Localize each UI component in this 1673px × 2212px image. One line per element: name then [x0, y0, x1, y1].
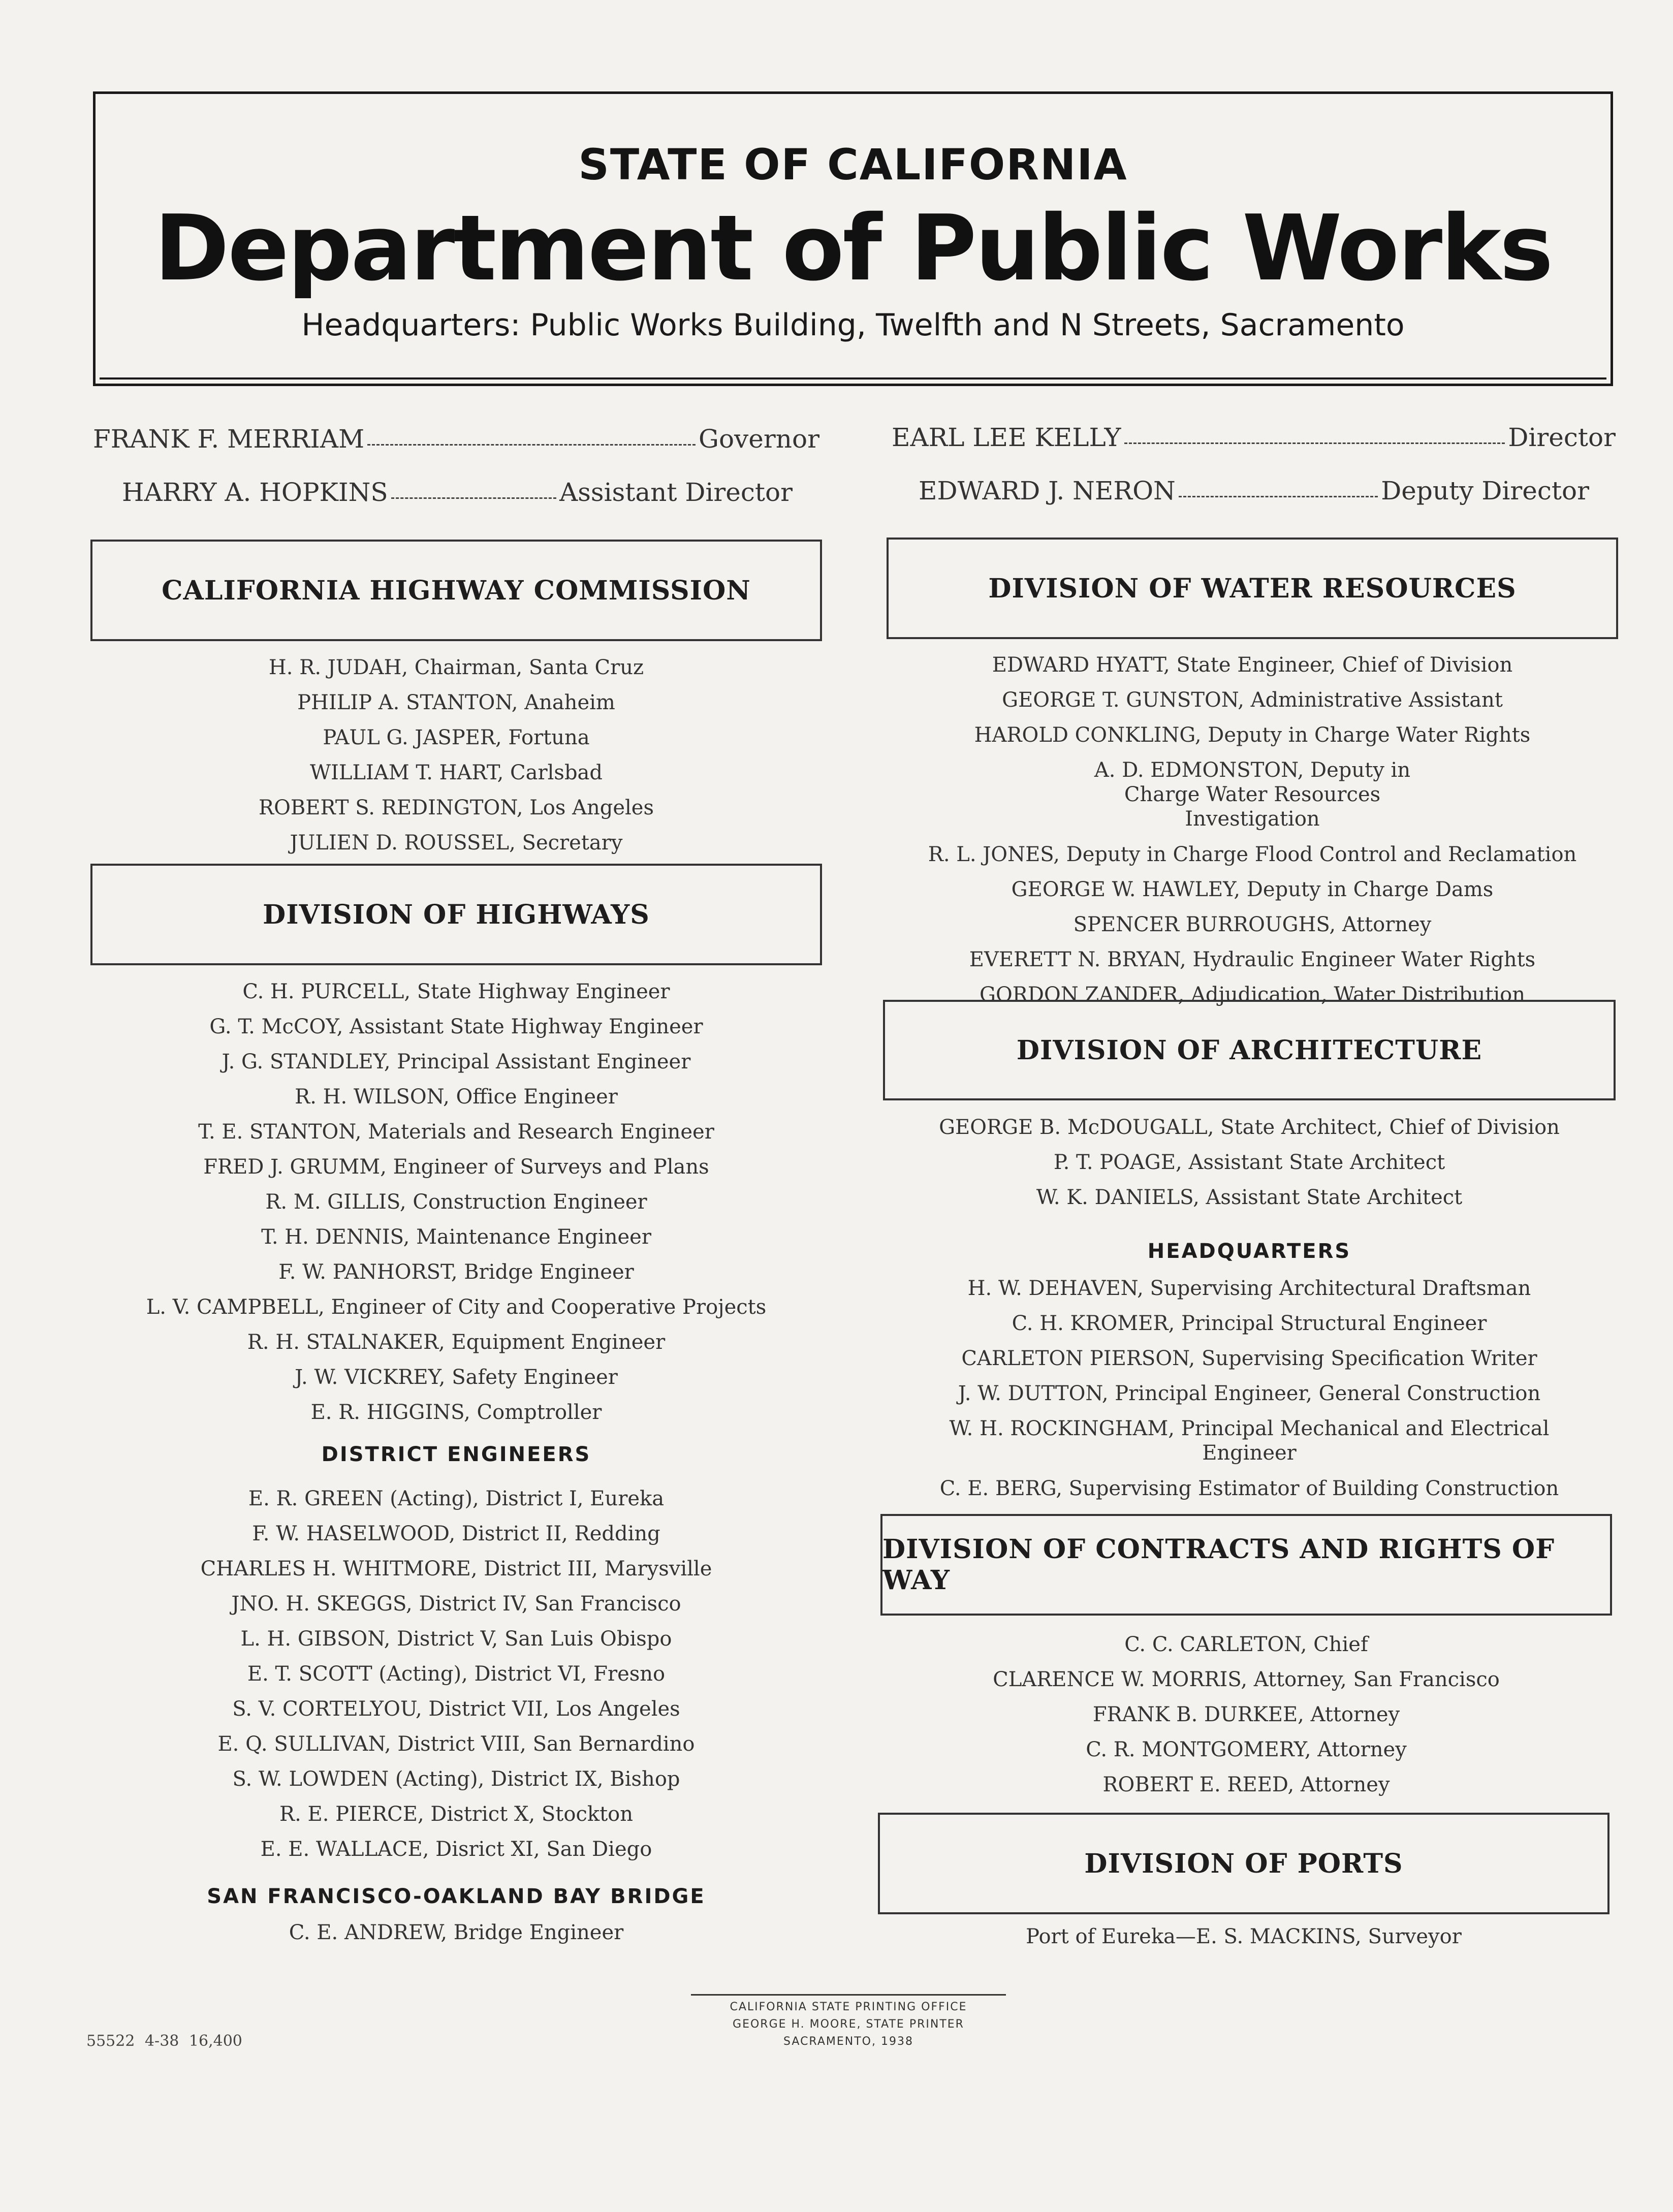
printer-line: GEORGE H. MOORE, STATE PRINTER [733, 2018, 964, 2031]
official-title: Assistant Director [559, 478, 793, 507]
list-item: CHARLES H. WHITMORE, District III, Marysville [200, 1557, 712, 1581]
bay-bridge-heading: SAN FRANCISCO-OAKLAND BAY BRIDGE [207, 1885, 706, 1908]
list-item: H. R. JUDAH, Chairman, Santa Cruz [268, 656, 644, 679]
list-item: R. E. PIERCE, District X, Stockton [279, 1803, 634, 1826]
printer-line: SACRAMENTO, 1938 [783, 2035, 913, 2048]
list-item: R. M. GILLIS, Construction Engineer [265, 1190, 647, 1214]
list-item: JNO. H. SKEGGS, District IV, San Francisco [231, 1592, 681, 1616]
list-item: E. R. HIGGINS, Comptroller [310, 1401, 602, 1424]
ports-list [878, 1919, 1609, 1954]
contracts-list [880, 1627, 1612, 1803]
list-item: L. V. CAMPBELL, Engineer of City and Cooperative Projects [146, 1295, 767, 1319]
official-governor [93, 424, 819, 454]
list-item: CARLETON PIERSON, Supervising Specification Writer [961, 1347, 1537, 1370]
official-assistant-director [122, 478, 793, 507]
leader-dots [391, 497, 557, 499]
leader-dots [1179, 496, 1378, 497]
list-item: E. R. GREEN (Acting), District I, Eureka [248, 1487, 665, 1510]
list-item: P. T. POAGE, Assistant State Architect [1053, 1151, 1445, 1174]
architecture-heading: DIVISION OF ARCHITECTURE [883, 1000, 1616, 1100]
headquarters-address: Headquarters: Public Works Building, Twelfth and N Streets, Sacramento [301, 307, 1405, 343]
list-item: W. H. ROCKINGHAM, Principal Mechanical and Electrical Engineer [949, 1417, 1550, 1465]
list-item: E. T. SCOTT (Acting), District VI, Fresno [247, 1662, 666, 1686]
list-item: HAROLD CONKLING, Deputy in Charge Water Rights [974, 723, 1531, 747]
contracts-heading: DIVISION OF CONTRACTS AND RIGHTS OF WAY [880, 1514, 1612, 1616]
district-engineers-list [90, 1481, 822, 1867]
official-title: Governor [699, 424, 819, 454]
district-engineers-heading: DISTRICT ENGINEERS [321, 1443, 591, 1466]
water-resources-list [887, 648, 1618, 1013]
list-item: R. H. STALNAKER, Equipment Engineer [247, 1331, 666, 1354]
list-item: S. V. CORTELYOU, District VII, Los Angeles [232, 1697, 680, 1721]
list-item: A. D. EDMONSTON, Deputy in Charge Water Resources Investigation [1094, 759, 1411, 831]
official-director [892, 423, 1616, 452]
list-item: C. H. KROMER, Principal Structural Engineer [1012, 1312, 1487, 1335]
highway-commission-list [90, 650, 822, 861]
list-item: GORDON ZANDER, Adjudication, Water Distribution [980, 983, 1525, 1006]
list-item: E. Q. SULLIVAN, District VIII, San Bernardino [217, 1732, 695, 1756]
list-item: F. W. HASELWOOD, District II, Redding [252, 1522, 660, 1545]
list-item: ROBERT S. REDINGTON, Los Angeles [258, 796, 654, 819]
list-item: J. W. DUTTON, Principal Engineer, General Construction [958, 1382, 1541, 1405]
list-item: WILLIAM T. HART, Carlsbad [310, 761, 603, 784]
highways-staff-list [90, 974, 822, 1430]
official-title: Deputy Director [1381, 476, 1589, 505]
list-item: R. L. JONES, Deputy in Charge Flood Control and Reclamation [928, 843, 1577, 866]
list-item: C. H. PURCELL, State Highway Engineer [242, 980, 670, 1003]
list-item: GEORGE T. GUNSTON, Administrative Assistant [1002, 688, 1503, 712]
headquarters-list [883, 1271, 1616, 1506]
masthead [93, 91, 1613, 386]
architecture-staff-list [883, 1110, 1616, 1215]
leader-dots [1124, 443, 1505, 444]
list-item: S. W. LOWDEN (Acting), District IX, Bishop [232, 1767, 680, 1791]
highway-commission-heading: CALIFORNIA HIGHWAY COMMISSION [90, 540, 822, 641]
list-item: R. H. WILSON, Office Engineer [295, 1085, 618, 1109]
leader-dots [367, 444, 696, 446]
list-item: JULIEN D. ROUSSEL, Secretary [290, 831, 623, 855]
water-resources-heading: DIVISION OF WATER RESOURCES [887, 538, 1618, 639]
list-item: Port of Eureka—E. S. MACKINS, Surveyor [1026, 1925, 1462, 1948]
list-item: L. H. GIBSON, District V, San Luis Obispo [240, 1627, 672, 1651]
list-item: GEORGE B. McDOUGALL, State Architect, Chief of Division [939, 1116, 1560, 1139]
official-name: EARL LEE KELLY [892, 423, 1121, 452]
list-item: C. R. MONTGOMERY, Attorney [1086, 1738, 1407, 1761]
list-item: CLARENCE W. MORRIS, Attorney, San Francisco [993, 1668, 1500, 1691]
page-title: Department of Public Works [154, 196, 1552, 301]
official-deputy-director [919, 476, 1589, 505]
list-item: H. W. DEHAVEN, Supervising Architectural Draftsman [967, 1277, 1531, 1300]
list-item: GEORGE W. HAWLEY, Deputy in Charge Dams [1011, 878, 1494, 901]
list-item: SPENCER BURROUGHS, Attorney [1073, 913, 1432, 936]
list-item: FRANK B. DURKEE, Attorney [1092, 1703, 1400, 1726]
list-item: EVERETT N. BRYAN, Hydraulic Engineer Water Rights [969, 948, 1536, 971]
list-item: T. H. DENNIS, Maintenance Engineer [261, 1225, 651, 1249]
list-item: W. K. DANIELS, Assistant State Architect [1036, 1186, 1463, 1209]
list-item: C. C. CARLETON, Chief [1124, 1633, 1368, 1656]
list-item: E. E. WALLACE, Disrict XI, San Diego [260, 1838, 652, 1861]
ports-heading: DIVISION OF PORTS [878, 1813, 1609, 1914]
list-item: PAUL G. JASPER, Fortuna [323, 726, 590, 749]
masthead-state: STATE OF CALIFORNIA [578, 140, 1128, 189]
list-item: PHILIP A. STANTON, Anaheim [297, 691, 615, 714]
list-item: T. E. STANTON, Materials and Research Engineer [198, 1120, 714, 1144]
list-item: C. E. ANDREW, Bridge Engineer [289, 1921, 624, 1944]
list-item: FRED J. GRUMM, Engineer of Surveys and Plans [203, 1155, 709, 1179]
list-item: EDWARD HYATT, State Engineer, Chief of Division [992, 653, 1513, 677]
headquarters-heading: HEADQUARTERS [1147, 1240, 1351, 1263]
printer-imprint [691, 1994, 1006, 2050]
printer-line: CALIFORNIA STATE PRINTING OFFICE [730, 2001, 967, 2013]
list-item: J. W. VICKREY, Safety Engineer [295, 1366, 618, 1389]
official-name: FRANK F. MERRIAM [93, 424, 365, 454]
list-item: G. T. McCOY, Assistant State Highway Engineer [209, 1015, 703, 1038]
official-title: Director [1508, 423, 1616, 452]
list-item: J. G. STANDLEY, Principal Assistant Engineer [222, 1050, 691, 1073]
print-code: 55522 4-38 16,400 [86, 2032, 242, 2050]
highways-heading: DIVISION OF HIGHWAYS [90, 864, 822, 965]
list-item: ROBERT E. REED, Attorney [1102, 1773, 1390, 1796]
official-name: HARRY A. HOPKINS [122, 478, 388, 507]
bay-bridge-list [90, 1915, 822, 1950]
list-item: C. E. BERG, Supervising Estimator of Building Construction [939, 1477, 1559, 1500]
official-name: EDWARD J. NERON [919, 476, 1176, 505]
list-item: F. W. PANHORST, Bridge Engineer [278, 1260, 634, 1284]
